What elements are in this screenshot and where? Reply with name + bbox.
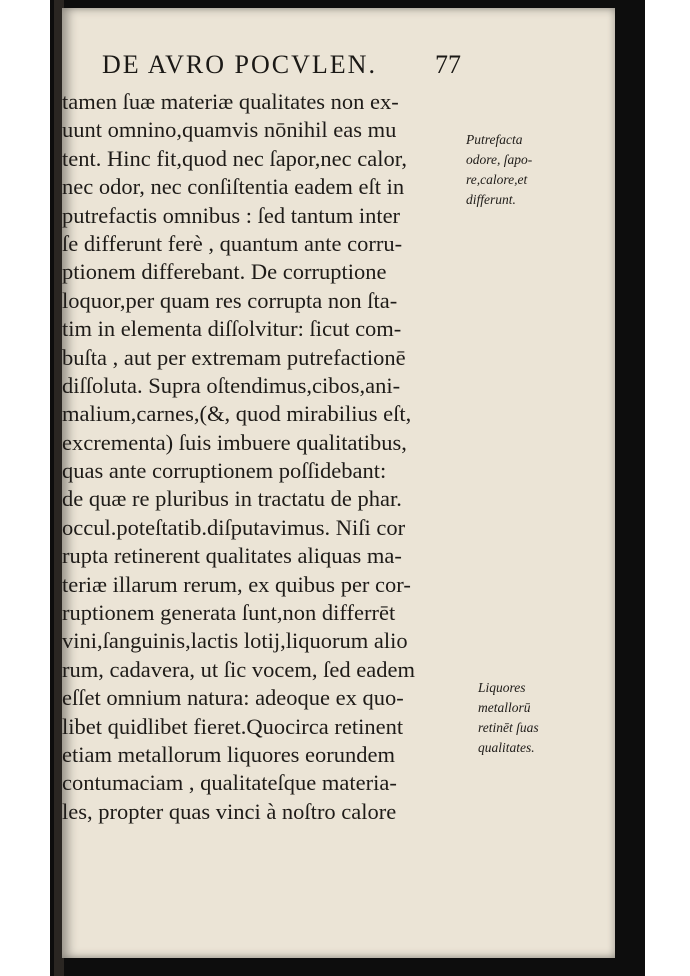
marginal-note-line: metallorū (478, 700, 531, 715)
text-line: uunt omnino,quamvis nōnihil eas mu (62, 117, 397, 143)
text-line: tent. Hinc fit,quod nec ſapor,nec calor, (62, 145, 407, 171)
page-number: 77 (435, 50, 461, 79)
text-line: putrefactis omnibus : ſed tantum inter (62, 202, 401, 228)
marginal-note-line: odore, ſapo- (466, 152, 533, 167)
text-line: quas ante corruptionem poſſidebant: (62, 458, 387, 484)
marginal-note-line: retinēt ſuas (478, 720, 539, 735)
marginal-note-line: qualitates. (478, 740, 535, 755)
text-line: excrementa) ſuis imbuere qualitatibus, (62, 429, 407, 455)
text-line: tamen ſuæ materiæ qualitates non ex- (62, 89, 399, 114)
text-line: les, propter quas vinci à noſtro calore (62, 798, 397, 824)
text-line: tim in elementa diſſolvitur: ſicut com- (62, 316, 402, 342)
marginal-note-line: re,calore,et (466, 172, 528, 187)
marginal-note-line: differunt. (466, 192, 516, 207)
text-line: libet quidlibet fieret.Quocirca retinent (62, 713, 404, 739)
text-line: diſſoluta. Supra oſtendimus,cibos,ani- (62, 372, 401, 398)
text-line: ſe differunt ferè , quantum ante corru- (62, 230, 403, 256)
running-header: DE AVRO POCVLEN. (102, 50, 377, 79)
text-line: contumaciam , qualitateſque materia- (62, 770, 397, 796)
marginal-note-line: Putrefacta (466, 132, 523, 147)
text-line: buſta , aut per extremam putrefactionē (62, 344, 406, 370)
marginal-note-liquores (478, 678, 588, 758)
text-line: nec odor, nec conſiſtentia eadem eſt in (62, 174, 405, 200)
text-line: teriæ illarum rerum, ex quibus per cor- (62, 571, 411, 597)
text-line: ptionem differebant. De corruptione (62, 259, 387, 285)
marginal-note-putrefacta (466, 130, 576, 210)
body-text (62, 88, 474, 826)
text-line: occul.poteſtatib.diſputavimus. Niſi cor (62, 514, 406, 540)
text-line: rum, cadavera, ut ſic vocem, ſed eadem (62, 656, 415, 682)
marginal-note-line: Liquores (478, 680, 526, 695)
text-line: vini,ſanguinis,lactis lotij,liquorum alio (62, 628, 408, 654)
text-line: malium,carnes,(&, quod mirabilius eſt, (62, 401, 412, 427)
text-line: etiam metallorum liquores eorundem (62, 741, 396, 767)
text-line: de quæ re pluribus in tractatu de phar. (62, 486, 402, 512)
text-line: ruptionem generata ſunt,non differrēt (62, 600, 396, 626)
text-line: loquor,per quam res corrupta non ſta- (62, 287, 398, 313)
text-line: rupta retinerent qualitates aliquas ma- (62, 543, 402, 569)
text-line: eſſet omnium natura: adeoque ex quo- (62, 685, 404, 711)
